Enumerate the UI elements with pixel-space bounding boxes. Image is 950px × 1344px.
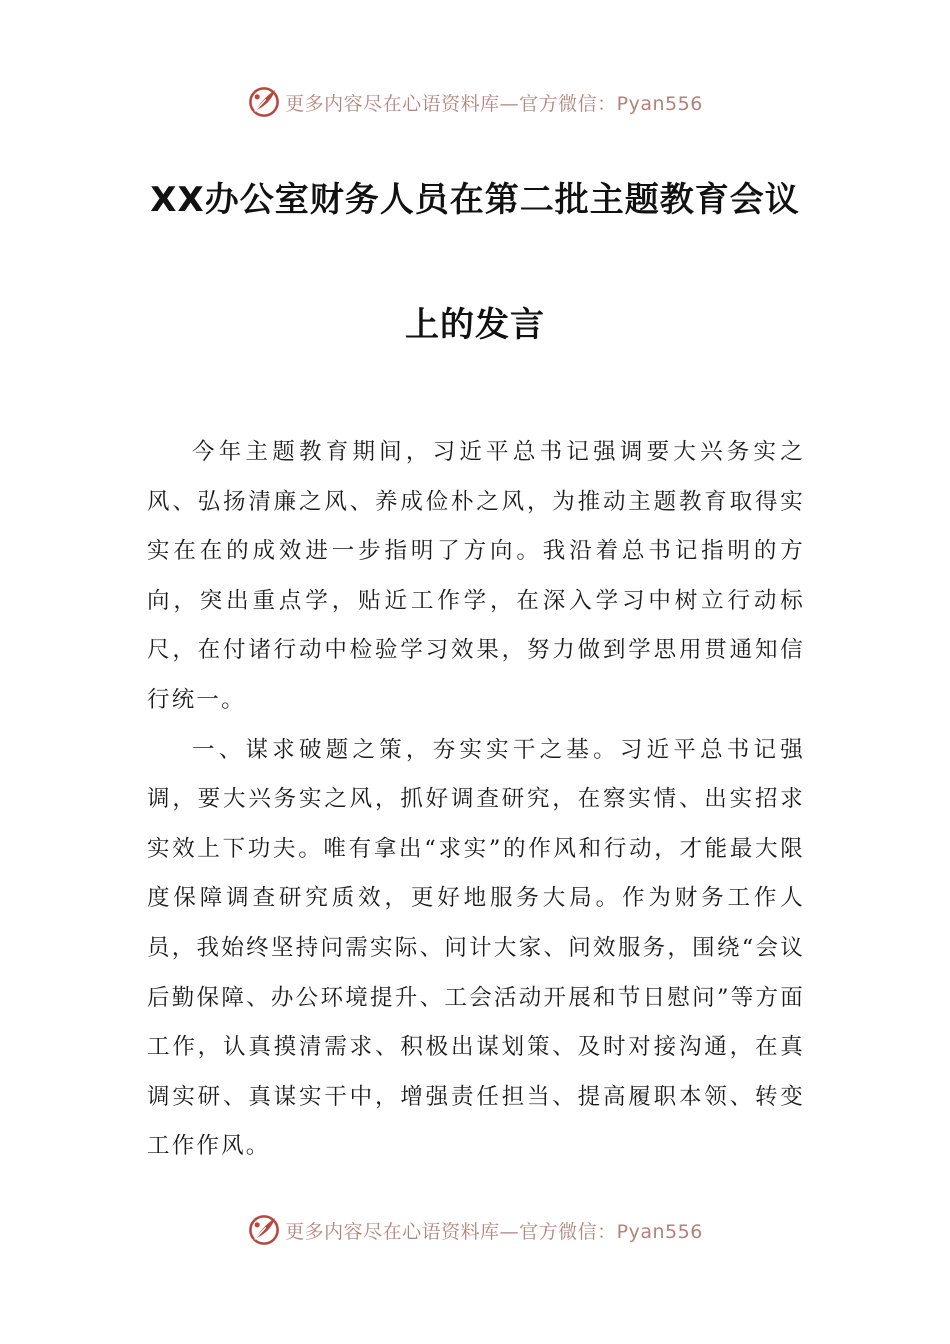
document-title-line-2: 上的发言 bbox=[405, 305, 545, 345]
watermark-wechat-id: Pyan556 bbox=[616, 1220, 703, 1243]
header-watermark bbox=[0, 82, 950, 122]
body-paragraph-2: 一、谋求破题之策，夯实实干之基。习近平总书记强调，要大兴务实之风，抓好调查研究，在察实情、出实招求实效上下功夫。唯有拿出“求实”的作风和行动，才能最大限度保障调查研究质效，更好地服务大局。作为财务工作人员，我始终坚持问需实际、问计大家、问效服务，围绕“会议后勤保障、办公环境提升、工会活动开展和节日慰问”等方面工作，认真摸清需求、积极出谋划策、及时对接沟通，在真调实研、真谋实干中，增强责任担当、提高履职本领、转变工作作风。 bbox=[147, 736, 805, 1160]
body-paragraph-1: 今年主题教育期间，习近平总书记强调要大兴务实之风、弘扬清廉之风、养成俭朴之风，为推动主题教育取得实实在在的成效进一步指明了方向。我沿着总书记指明的方向，突出重点学，贴近工作学，在深入学习中树立行动标尺，在付诸行动中检验学习效果，努力做到学思用贯通知信行统一。 bbox=[147, 439, 805, 713]
watermark-wechat-id: Pyan556 bbox=[616, 92, 703, 115]
footer-watermark bbox=[0, 1210, 950, 1250]
document-body bbox=[147, 428, 805, 1172]
watermark-text: 更多内容尽在心语资料库—官方微信：Pyan556 bbox=[285, 1220, 703, 1243]
document-title-line-1: XX办公室财务人员在第二批主题教育会议 bbox=[150, 180, 800, 220]
feather-pen-logo-icon bbox=[247, 1213, 281, 1247]
watermark-text: 更多内容尽在心语资料库—官方微信：Pyan556 bbox=[285, 92, 703, 115]
feather-pen-logo-icon bbox=[247, 85, 281, 119]
